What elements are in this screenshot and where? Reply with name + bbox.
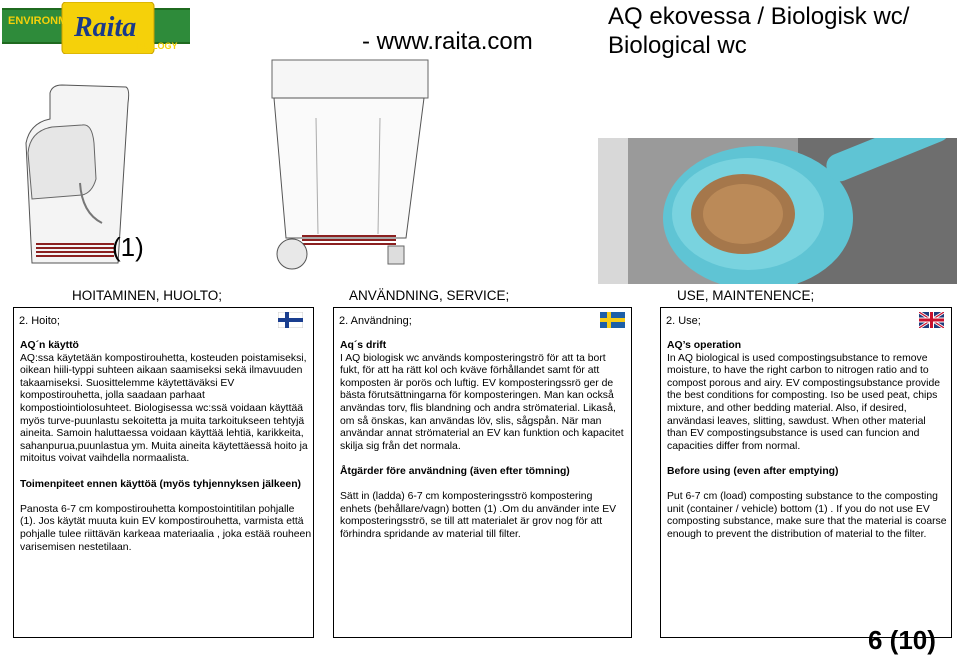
paragraph-text: Put 6-7 cm (load) composting substance to the composting unit (container / vehicle) bottom (1) . If you do not use EV composting substance, make sure that the material is coarse enough to prevent the distribution of material to the filter.: [667, 491, 947, 540]
section-title-fi: HOITAMINEN, HUOLTO;: [72, 288, 223, 303]
paragraph-bold: Åtgärder före användning (även efter tömning): [340, 465, 570, 477]
logo-bottom-text: TECHNOLOGY: [114, 41, 178, 51]
section-title-en: USE, MAINTENENCE;: [677, 288, 815, 303]
paragraph-bold: AQ´n käyttö: [20, 340, 79, 351]
section-title-sv: ANVÄNDNING, SERVICE;: [349, 288, 510, 303]
raita-logo: [2, 2, 190, 54]
figure-caption: (1): [112, 232, 144, 262]
compost-ladle-photo: [598, 138, 957, 284]
paragraph-text: AQ:ssa käytetään kompostirouhetta, kosteuden poistamiseksi, oikean hiili-typpi suhteen aikaan saamiseksi sekä ilmavuuden takaamiseksi. Suosittelemme käytettäväksi EV kompostirouhetta, jolla saadaan parhaat kompostiointiolosuhteet. Biologisessa wc:ssä voidaan käyttää myös turve-puunlastu sekoitetta ja muita tarkoitukseen tehtyjä aineita. Samoin haluttaessa voidaan käyttää lehtiä, karikkeita, sahanpurua,puunlastua ym. Muita aineita käytettäessä hoito ja mitoitus voivat vaihdella normaalista.: [20, 352, 308, 465]
column-swedish: [333, 307, 632, 638]
paragraph-text: In AQ biological is used compostingsubstance to remove moisture, to have the right carbon to nitrogen ratio and to compost porous and airy. EV compostingsubstance provide the best conditions for composting. Iso be used peat, chips mixture, and other bedding material. Also, if desired, användasi leaves, slitting, sawdust. When other material than EV compostingsubstance is used can funcion and capacities differ from normal.: [667, 352, 940, 452]
sweden-flag-icon: [600, 312, 625, 328]
paragraph-bold: Before using (even after emptying): [667, 465, 839, 477]
page-number: 6 (10): [868, 625, 936, 655]
paragraph-bold: Aq´s drift: [340, 340, 387, 351]
paragraph-text: I AQ biologisk wc används komposteringströ för att ta bort fukt, för att ha rätt kol och kväve förhållandet samt för att komposten är porös och luftig. EV komposteringssrö ger de bästa förutsättningarna för komposteringen. Man kan också användas torv, flis blandning och andra strömaterial. Likaså, om så önskas, kan användas löv, slis, sågspån. När man användar annat strömaterial an EV kan funktion och kapacitet skilja sig från det normala.: [340, 352, 624, 452]
paragraph-text: Panosta 6-7 cm kompostirouhetta kompostointitilan pohjalle (1). Jos käytät muuta kuin EV kompostirouhetta, varmista että pohjalle tulee riittävän karkeaa materiaalia , joka estää rouheen varisemisen nestetilaan.: [20, 503, 312, 553]
uk-flag-icon: [919, 312, 944, 328]
column-heading: 2. Use;: [666, 315, 701, 327]
compost-container-image: [268, 58, 430, 274]
column-heading: 2. Användning;: [339, 315, 412, 327]
column-finnish: [13, 307, 314, 638]
website-url: - www.raita.com: [362, 28, 533, 55]
page-title: AQ ekovessa / Biologisk wc/ Biological wc: [608, 3, 910, 59]
column-heading: 2. Hoito;: [19, 315, 60, 327]
column-english: [660, 307, 952, 638]
logo-brand-text: Raita: [74, 12, 137, 43]
paragraph-bold: AQ’s operation: [667, 340, 742, 351]
finland-flag-icon: [278, 312, 303, 328]
logo-top-text: ENVIRONMENT: [8, 15, 90, 27]
paragraph-text: Sätt in (ladda) 6-7 cm komposteringsströ kompostering enhets (behållare/vagn) botten (1) .Om du använder inte EV komposteringsströ, se till att materialet är grov nog för att förhindra spridande av material till filter.: [340, 491, 617, 540]
paragraph-bold: Toimenpiteet ennen käyttöä (myös tyhjennyksen jälkeen): [20, 478, 302, 490]
